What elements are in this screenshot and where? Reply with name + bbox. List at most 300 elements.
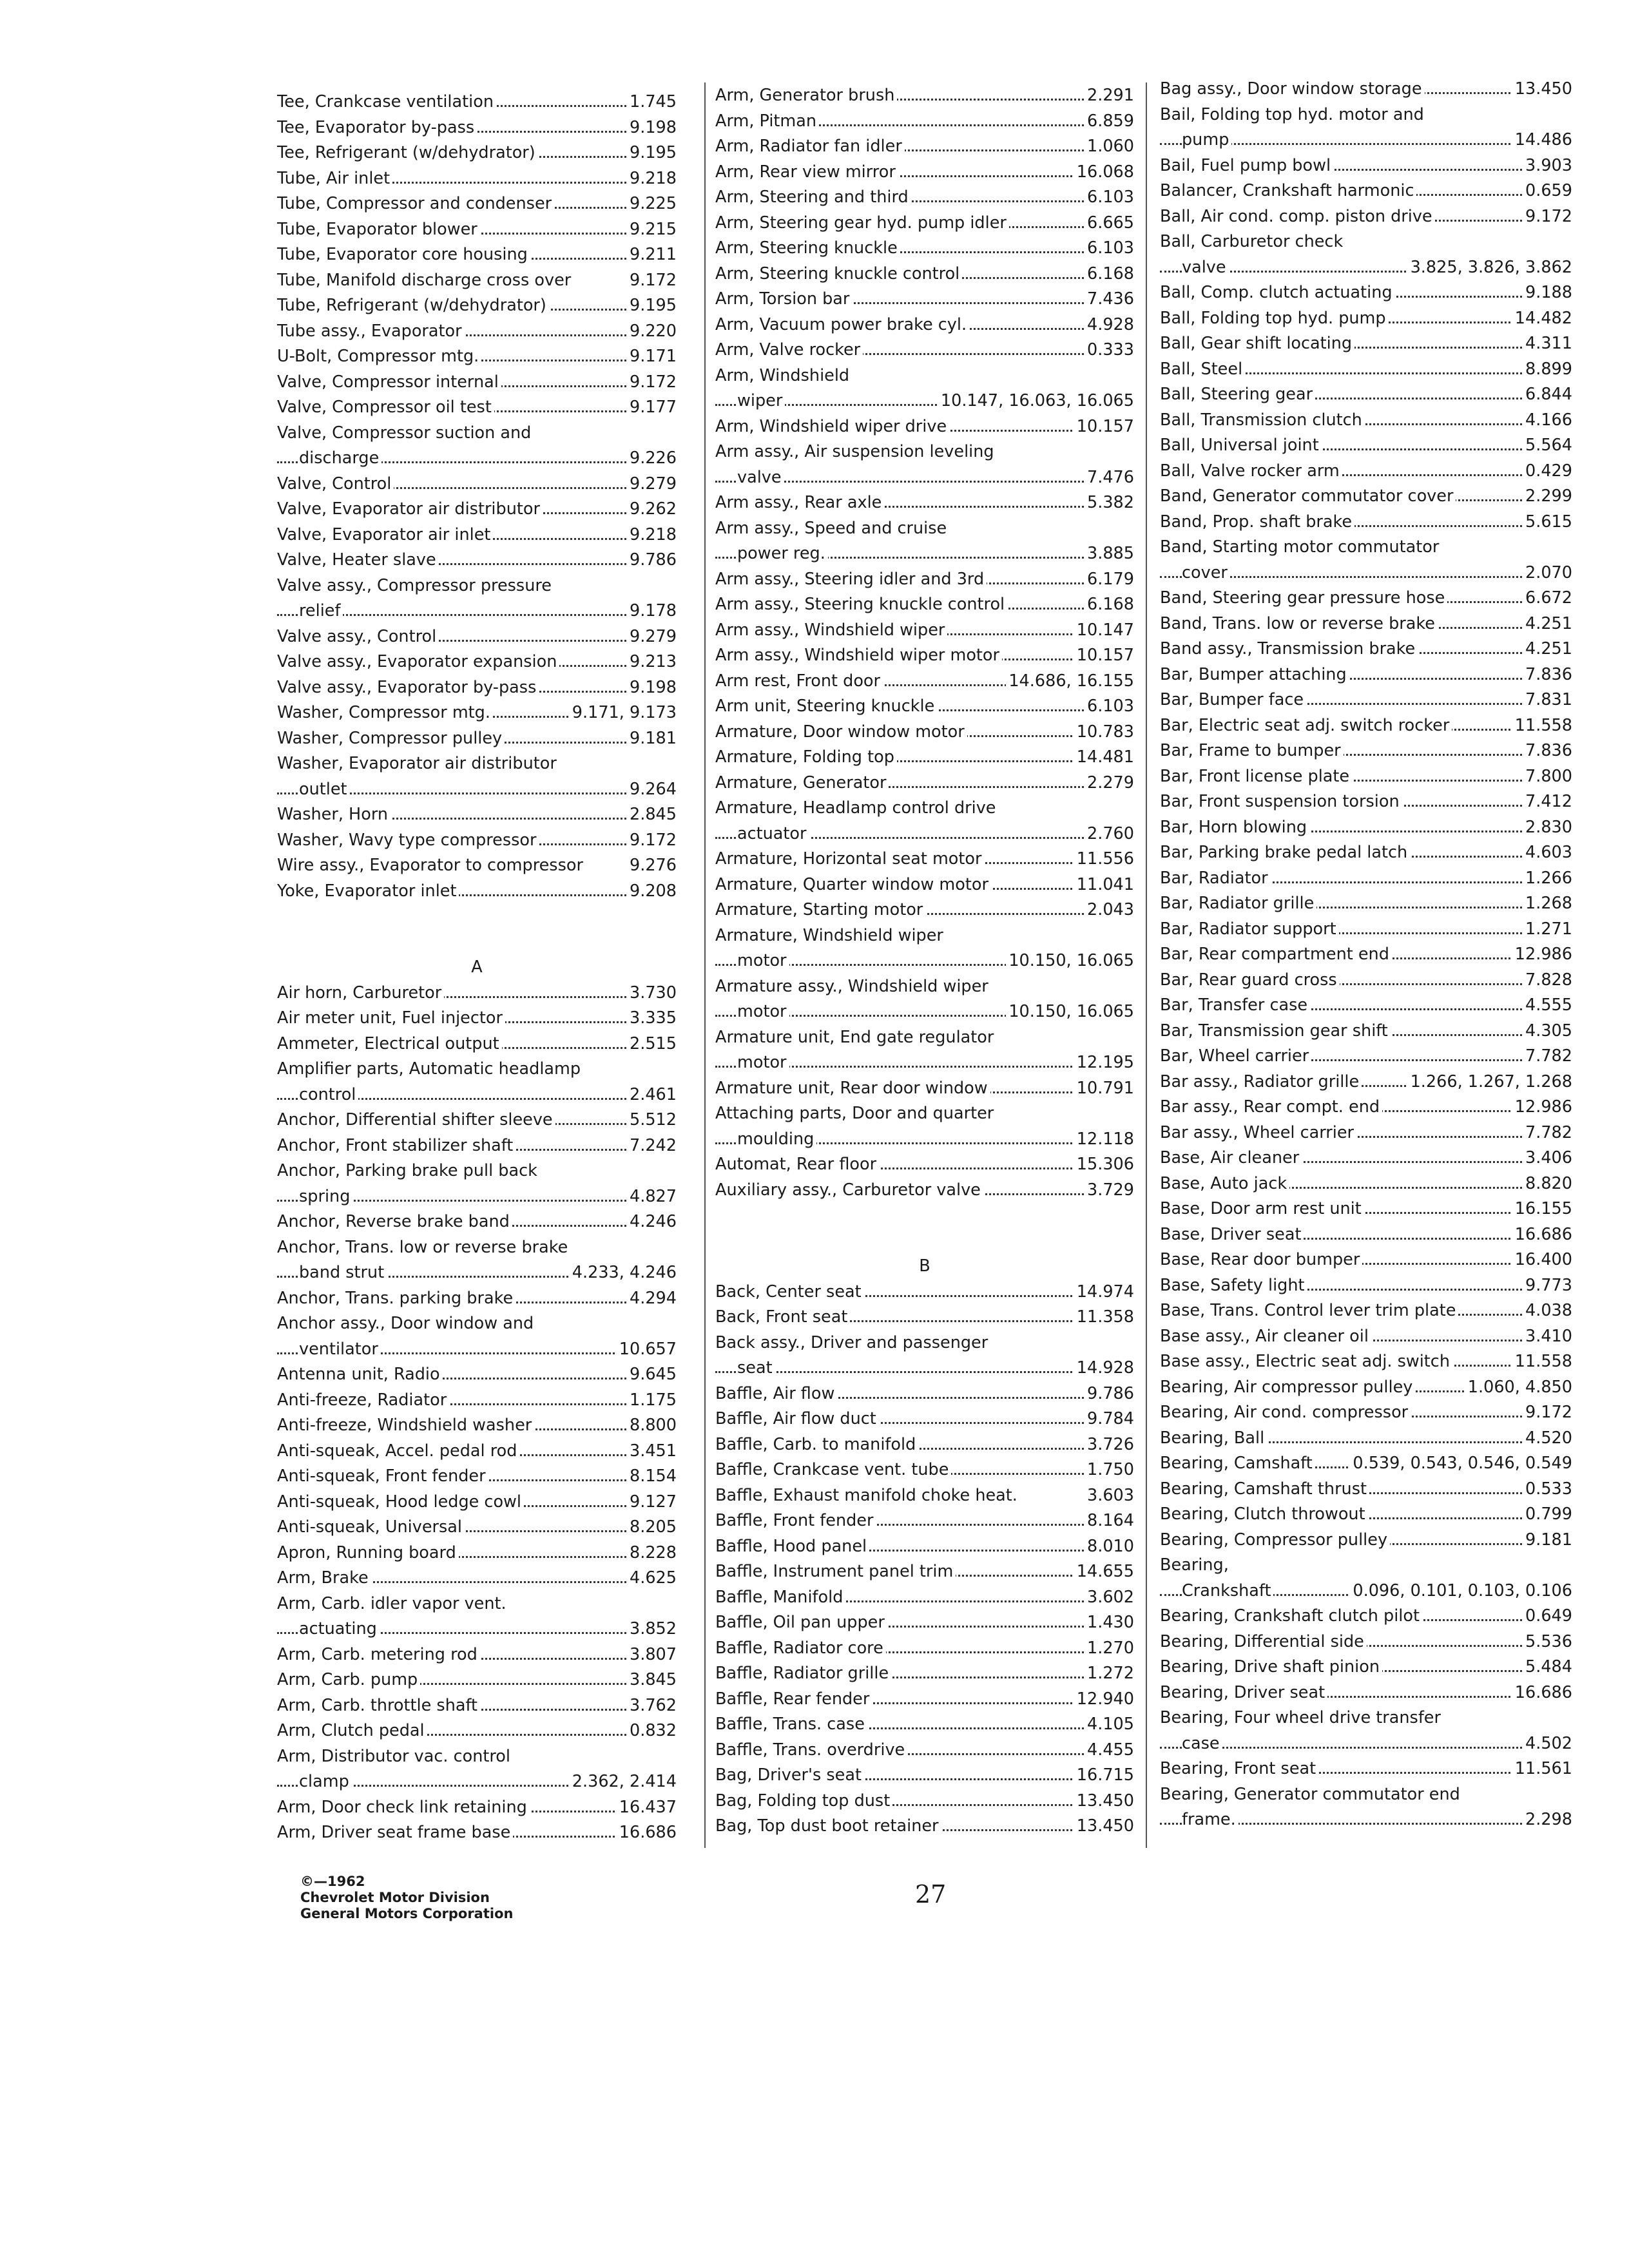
- entry-term: Base, Safety light: [1160, 1274, 1307, 1297]
- entry-term: Baffle, Oil pan upper: [715, 1611, 887, 1634]
- index-entry: [715, 669, 1134, 693]
- index-entry: [1160, 1044, 1572, 1068]
- index-entry: [1160, 408, 1572, 432]
- entry-page-ref: 9.211: [627, 243, 677, 266]
- entry-page-ref: 11.561: [1512, 1757, 1572, 1780]
- index-entry: [1160, 1070, 1572, 1093]
- index-entry: [715, 1763, 1134, 1787]
- entry-term: Arm assy., Windshield wiper motor: [715, 644, 1002, 667]
- index-entry: [277, 294, 677, 317]
- entry-term: Ball, Air cond. comp. piston drive: [1160, 205, 1435, 228]
- entry-page-ref: 9.198: [627, 676, 677, 699]
- entry-page-ref: 15.306: [1074, 1153, 1134, 1176]
- spacer: [715, 1204, 1134, 1227]
- index-entry: [715, 313, 1134, 336]
- index-entry: [715, 186, 1134, 209]
- entry-term: Arm, Carb. throttle shaft: [277, 1694, 480, 1717]
- section-letter: [277, 956, 677, 979]
- entry-page-ref: 2.515: [627, 1032, 677, 1055]
- entry-term: Armature unit, End gate regulator: [715, 1026, 996, 1049]
- entry-page-ref: 5.564: [1523, 434, 1572, 457]
- entry-page-ref: 0.659: [1523, 179, 1572, 202]
- entry-term: Tube, Manifold discharge cross over: [277, 269, 574, 292]
- entry-page-ref: 9.279: [627, 472, 677, 495]
- entry-page-ref: 4.603: [1523, 841, 1572, 864]
- entry-page-ref: 0.096, 0.101, 0.103, 0.106: [1350, 1579, 1572, 1602]
- entry-term: Armature, Windshield wiper: [715, 924, 946, 947]
- index-entry: [1160, 561, 1572, 584]
- entry-page-ref: 14.974: [1074, 1280, 1134, 1303]
- entry-term: Baffle, Trans. case: [715, 1713, 867, 1736]
- entry-term: Bearing, Differential side: [1160, 1630, 1367, 1653]
- entry-page-ref: 4.311: [1523, 332, 1572, 355]
- entry-page-ref: 9.213: [627, 650, 677, 673]
- index-entry-continued: [1160, 535, 1572, 559]
- index-entry: [277, 650, 677, 673]
- entry-term: Armature, Folding top: [715, 745, 897, 769]
- index-entry: [715, 771, 1134, 794]
- entry-term: Arm, Distributor vac. control: [277, 1745, 513, 1768]
- index-entry: [1160, 256, 1572, 279]
- index-entry: [715, 1687, 1134, 1711]
- entry-page-ref: 13.450: [1512, 77, 1572, 101]
- entry-page-ref: 6.103: [1084, 186, 1134, 209]
- entry-page-ref: 1.175: [627, 1389, 677, 1412]
- entry-term: Washer, Compressor pulley: [277, 727, 505, 750]
- entry-term: Anti-freeze, Radiator: [277, 1389, 449, 1412]
- entry-term: Tee, Evaporator by-pass: [277, 116, 477, 139]
- entry-page-ref: 11.041: [1074, 873, 1134, 896]
- entry-term: Baffle, Rear fender: [715, 1687, 872, 1711]
- index-entry-continued: [277, 1312, 677, 1335]
- entry-page-ref: 16.686: [1512, 1223, 1572, 1246]
- entry-page-ref: 2.461: [627, 1083, 677, 1106]
- entry-term: Washer, Evaporator air distributor: [277, 752, 559, 775]
- entry-term: clamp: [299, 1770, 352, 1793]
- entry-term: Valve, Evaporator air distributor: [277, 497, 543, 521]
- entry-page-ref: 6.665: [1084, 211, 1134, 235]
- entry-term: Base assy., Electric seat adj. switch: [1160, 1350, 1452, 1373]
- index-entry: [1160, 994, 1572, 1017]
- entry-term: Back assy., Driver and passenger: [715, 1331, 990, 1354]
- entry-term: Bearing, Air cond. compressor: [1160, 1401, 1411, 1424]
- entry-term: Anti-freeze, Windshield washer: [277, 1414, 534, 1437]
- index-entry: [277, 625, 677, 648]
- index-entry: [715, 1560, 1134, 1583]
- entry-page-ref: 8.820: [1523, 1172, 1572, 1195]
- entry-term: Air horn, Carburetor: [277, 981, 444, 1004]
- entry-page-ref: 9.171: [627, 345, 677, 368]
- entry-term: Bar assy., Rear compt. end: [1160, 1095, 1382, 1119]
- entry-page-ref: 6.179: [1084, 568, 1134, 591]
- entry-term: Baffle, Trans. overdrive: [715, 1738, 907, 1762]
- entry-term: Base, Rear door bumper: [1160, 1248, 1362, 1271]
- entry-page-ref: 6.168: [1084, 593, 1134, 616]
- entry-term: Bearing, Camshaft: [1160, 1452, 1315, 1475]
- entry-page-ref: 9.178: [627, 599, 677, 622]
- entry-term: seat: [737, 1356, 775, 1379]
- copyright-footer: [300, 1874, 513, 1922]
- entry-page-ref: 2.291: [1084, 84, 1134, 107]
- entry-page-ref: 9.786: [627, 548, 677, 572]
- entry-term: Bar, Parking brake pedal latch: [1160, 841, 1410, 864]
- spacer: [277, 930, 677, 954]
- index-entry: [277, 1389, 677, 1412]
- entry-term: Bar assy., Wheel carrier: [1160, 1121, 1356, 1144]
- index-entry-continued: [1160, 230, 1572, 253]
- index-entry-continued: [715, 517, 1134, 540]
- index-entry: [277, 1287, 677, 1310]
- entry-page-ref: 9.172: [627, 829, 677, 852]
- index-entry: [715, 619, 1134, 642]
- entry-term: Ball, Gear shift locating: [1160, 332, 1354, 355]
- entry-term: Bar, Bumper face: [1160, 688, 1306, 711]
- entry-term: Band, Starting motor commutator: [1160, 535, 1441, 559]
- entry-page-ref: 0.429: [1523, 459, 1572, 483]
- entry-page-ref: 9.218: [627, 167, 677, 190]
- entry-term: Base assy., Air cleaner oil: [1160, 1325, 1371, 1348]
- index-entry: [1160, 892, 1572, 915]
- entry-term: Baffle, Front fender: [715, 1509, 876, 1532]
- index-entry: [277, 1719, 677, 1742]
- index-entry: [277, 1541, 677, 1564]
- entry-page-ref: 11.558: [1512, 714, 1572, 737]
- index-entry: [1160, 1808, 1572, 1831]
- entry-term: Bar, Horn blowing: [1160, 816, 1309, 839]
- index-entry: [715, 211, 1134, 235]
- entry-term: Arm, Windshield: [715, 364, 852, 387]
- entry-term: Bag, Driver's seat: [715, 1763, 864, 1787]
- index-entry: [277, 1108, 677, 1131]
- entry-page-ref: 3.845: [627, 1668, 677, 1691]
- entry-page-ref: 8.205: [627, 1515, 677, 1539]
- entry-term: Washer, Compressor mtg.: [277, 701, 493, 724]
- entry-page-ref: 6.168: [1084, 262, 1134, 285]
- index-entry: [1160, 1172, 1572, 1195]
- copyright-year: ©—1962: [300, 1874, 365, 1889]
- entry-page-ref: 0.649: [1523, 1604, 1572, 1628]
- entry-page-ref: 5.536: [1523, 1630, 1572, 1653]
- entry-page-ref: 9.215: [627, 218, 677, 241]
- index-entry: [1160, 918, 1572, 941]
- entry-page-ref: 1.272: [1084, 1662, 1134, 1685]
- index-entry: [1160, 943, 1572, 966]
- entry-term: Arm, Radiator fan idler: [715, 135, 905, 158]
- index-entry: [1160, 510, 1572, 533]
- index-entry: [277, 90, 677, 113]
- entry-page-ref: 8.010: [1084, 1535, 1134, 1558]
- entry-page-ref: 2.279: [1084, 771, 1134, 794]
- entry-page-ref: 9.262: [627, 497, 677, 521]
- index-entry: [1160, 1121, 1572, 1144]
- index-entry: [715, 389, 1134, 412]
- entry-term: Armature unit, Rear door window: [715, 1077, 990, 1100]
- entry-page-ref: 9.276: [627, 854, 677, 877]
- index-entry-continued: [715, 796, 1134, 820]
- index-entry: [277, 879, 677, 903]
- entry-term: Bag, Folding top dust: [715, 1789, 892, 1812]
- entry-page-ref: 9.208: [627, 879, 677, 903]
- entry-term: Anti-squeak, Universal: [277, 1515, 465, 1539]
- entry-page-ref: 16.715: [1074, 1763, 1134, 1787]
- entry-term: motor: [737, 1051, 789, 1074]
- index-entry: [715, 1051, 1134, 1074]
- index-entry: [1160, 1655, 1572, 1678]
- entry-term: Balancer, Crankshaft harmonic: [1160, 179, 1416, 202]
- index-entry: [1160, 1223, 1572, 1246]
- index-entry: [1160, 968, 1572, 992]
- entry-page-ref: 9.177: [627, 396, 677, 419]
- entry-term: Anti-squeak, Hood ledge cowl: [277, 1490, 524, 1514]
- entry-page-ref: 16.400: [1512, 1248, 1572, 1271]
- entry-term: Bearing, Ball: [1160, 1427, 1267, 1450]
- entry-page-ref: 3.406: [1523, 1146, 1572, 1169]
- entry-page-ref: 11.358: [1074, 1305, 1134, 1329]
- entry-page-ref: 9.172: [627, 370, 677, 394]
- index-entry-continued: [277, 421, 677, 445]
- entry-term: motor: [737, 1000, 789, 1023]
- entry-term: Armature, Horizontal seat motor: [715, 847, 984, 870]
- index-entry: [715, 720, 1134, 744]
- index-entry: [1160, 1350, 1572, 1373]
- index-entry: [277, 370, 677, 394]
- index-entry: [277, 1490, 677, 1514]
- entry-term: Arm assy., Steering knuckle control: [715, 593, 1007, 616]
- index-entry: [277, 803, 677, 826]
- index-entry: [277, 1185, 677, 1208]
- entry-term: Arm, Steering and third: [715, 186, 911, 209]
- entry-page-ref: 10.157: [1074, 415, 1134, 438]
- entry-page-ref: 7.831: [1523, 688, 1572, 711]
- entry-term: Band assy., Transmission brake: [1160, 637, 1418, 660]
- entry-term: actuating: [299, 1617, 380, 1640]
- entry-page-ref: 3.730: [627, 981, 677, 1004]
- entry-page-ref: 11.556: [1074, 847, 1134, 870]
- entry-term: Back, Front seat: [715, 1305, 850, 1329]
- entry-term: pump: [1182, 128, 1231, 151]
- entry-term: Armature, Quarter window motor: [715, 873, 991, 896]
- index-entry: [715, 1814, 1134, 1838]
- index-entry: [715, 1356, 1134, 1379]
- entry-page-ref: 16.686: [617, 1821, 677, 1844]
- entry-term: Ball, Comp. clutch actuating: [1160, 281, 1395, 304]
- index-entry: [277, 1796, 677, 1819]
- entry-term: Bearing,: [1160, 1553, 1231, 1577]
- entry-term: Attaching parts, Door and quarter: [715, 1102, 996, 1125]
- entry-term: Arm, Steering knuckle control: [715, 262, 962, 285]
- entry-term: Valve, Compressor internal: [277, 370, 501, 394]
- index-entry: [1160, 739, 1572, 762]
- entry-page-ref: 4.928: [1084, 313, 1134, 336]
- entry-term: Arm, Door check link retaining: [277, 1796, 530, 1819]
- entry-page-ref: 16.068: [1074, 160, 1134, 184]
- index-entry: [715, 84, 1134, 107]
- index-entry: [715, 1484, 1134, 1507]
- entry-page-ref: 3.807: [627, 1643, 677, 1666]
- index-entry: [715, 1153, 1134, 1176]
- entry-page-ref: 1.268: [1523, 892, 1572, 915]
- index-entry-continued: [715, 440, 1134, 463]
- entry-term: band strut: [299, 1261, 387, 1284]
- entry-page-ref: 9.172: [627, 269, 677, 292]
- index-entry-continued: [1160, 1553, 1572, 1577]
- entry-term: Bearing, Clutch throwout: [1160, 1503, 1368, 1526]
- index-entry: [1160, 1528, 1572, 1552]
- index-entry-continued: [277, 1236, 677, 1259]
- entry-term: Bar, Rear compartment end: [1160, 943, 1392, 966]
- entry-page-ref: 4.233, 4.246: [570, 1261, 677, 1284]
- entry-page-ref: 3.852: [627, 1617, 677, 1640]
- entry-page-ref: 9.784: [1084, 1407, 1134, 1430]
- entry-page-ref: 10.150, 16.065: [1006, 949, 1134, 972]
- entry-page-ref: 13.450: [1074, 1814, 1134, 1838]
- entry-page-ref: 7.800: [1523, 765, 1572, 788]
- index-entry: [1160, 637, 1572, 660]
- entry-term: Baffle, Hood panel: [715, 1535, 869, 1558]
- entry-page-ref: 3.825, 3.826, 3.862: [1408, 256, 1572, 279]
- index-entry: [1160, 1503, 1572, 1526]
- entry-term: Bail, Folding top hyd. motor and: [1160, 103, 1427, 126]
- entry-term: Valve assy., Control: [277, 625, 439, 648]
- index-entry: [715, 949, 1134, 972]
- entry-term: Bearing, Air compressor pulley: [1160, 1376, 1415, 1399]
- entry-term: Antenna unit, Radio: [277, 1363, 443, 1386]
- entry-page-ref: 4.502: [1523, 1732, 1572, 1755]
- entry-page-ref: 4.105: [1084, 1713, 1134, 1736]
- index-entry: [277, 1363, 677, 1386]
- entry-page-ref: 3.762: [627, 1694, 677, 1717]
- entry-term: Arm, Carb. pump: [277, 1668, 420, 1691]
- entry-term: Bar, Front license plate: [1160, 765, 1352, 788]
- index-entry: [715, 898, 1134, 921]
- entry-page-ref: 9.195: [627, 141, 677, 164]
- index-entry: [715, 1305, 1134, 1329]
- entry-page-ref: 10.791: [1074, 1077, 1134, 1100]
- entry-page-ref: 10.657: [617, 1338, 677, 1361]
- entry-page-ref: 4.251: [1523, 637, 1572, 660]
- index-entry: [715, 491, 1134, 514]
- entry-page-ref: 14.481: [1074, 745, 1134, 769]
- entry-page-ref: 0.533: [1523, 1477, 1572, 1501]
- index-entry-continued: [715, 1026, 1134, 1049]
- entry-page-ref: 7.836: [1523, 739, 1572, 762]
- index-entry: [1160, 1757, 1572, 1780]
- index-entry: [277, 1465, 677, 1488]
- index-entry-continued: [277, 1057, 677, 1081]
- index-entry: [277, 854, 677, 877]
- entry-page-ref: 1.266, 1.267, 1.268: [1408, 1070, 1572, 1093]
- index-entry: [1160, 434, 1572, 457]
- entry-term: outlet: [299, 778, 350, 801]
- entry-term: Ball, Universal joint: [1160, 434, 1322, 457]
- index-entry-continued: [715, 1102, 1134, 1125]
- entry-term: Arm, Pitman: [715, 110, 819, 133]
- index-entry: [715, 338, 1134, 361]
- index-entry: [1160, 1197, 1572, 1220]
- entry-term: Arm, Steering gear hyd. pump idler: [715, 211, 1009, 235]
- entry-term: Bar, Front suspension torsion: [1160, 790, 1402, 813]
- entry-term: Bearing, Compressor pulley: [1160, 1528, 1390, 1552]
- index-entry: [277, 1643, 677, 1666]
- index-entry: [277, 320, 677, 343]
- index-entry: [715, 1433, 1134, 1456]
- entry-page-ref: 10.157: [1074, 644, 1134, 667]
- entry-page-ref: 8.800: [627, 1414, 677, 1437]
- entry-page-ref: 6.103: [1084, 695, 1134, 718]
- entry-page-ref: 4.294: [627, 1287, 677, 1310]
- entry-term: U-Bolt, Compressor mtg.: [277, 345, 481, 368]
- entry-term: Arm assy., Steering idler and 3rd: [715, 568, 987, 591]
- entry-term: Arm, Rear view mirror: [715, 160, 898, 184]
- entry-term: Bearing, Front seat: [1160, 1757, 1318, 1780]
- index-entry: [277, 141, 677, 164]
- index-entry: [1160, 1376, 1572, 1399]
- entry-term: Armature, Door window motor: [715, 720, 967, 744]
- entry-term: Bar, Radiator grille: [1160, 892, 1316, 915]
- index-entry: [715, 745, 1134, 769]
- entry-term: Bar, Radiator: [1160, 867, 1271, 890]
- entry-page-ref: 4.251: [1523, 612, 1572, 635]
- entry-term: Band, Trans. low or reverse brake: [1160, 612, 1438, 635]
- leader-dots: [715, 1371, 1134, 1373]
- index-entry: [715, 1611, 1134, 1634]
- entry-page-ref: 0.333: [1084, 338, 1134, 361]
- entry-term: Baffle, Exhaust manifold choke heat.: [715, 1484, 1020, 1507]
- index-entry: [1160, 77, 1572, 101]
- entry-term: Ball, Steering gear: [1160, 383, 1315, 406]
- index-entry: [1160, 1427, 1572, 1450]
- entry-page-ref: 1.745: [627, 90, 677, 113]
- index-entry: [1160, 1248, 1572, 1271]
- index-entry: [277, 497, 677, 521]
- index-entry-continued: [715, 975, 1134, 998]
- entry-term: Base, Door arm rest unit: [1160, 1197, 1364, 1220]
- index-entry: [715, 1586, 1134, 1609]
- entry-term: Arm assy., Air suspension leveling: [715, 440, 997, 463]
- index-entry: [1160, 1732, 1572, 1755]
- entry-term: Arm, Generator brush: [715, 84, 897, 107]
- index-entry-continued: [715, 364, 1134, 387]
- index-entry: [1160, 1452, 1572, 1475]
- index-entry: [715, 1713, 1134, 1736]
- entry-page-ref: 14.486: [1512, 128, 1572, 151]
- index-entry-continued: [277, 1745, 677, 1768]
- index-entry: [277, 396, 677, 419]
- entry-term: Air meter unit, Fuel injector: [277, 1006, 505, 1030]
- index-entry: [715, 287, 1134, 311]
- entry-page-ref: 6.844: [1523, 383, 1572, 406]
- index-entry: [277, 1134, 677, 1157]
- entry-page-ref: 8.154: [627, 1465, 677, 1488]
- entry-page-ref: 2.298: [1523, 1808, 1572, 1831]
- entry-term: Arm, Carb. metering rod: [277, 1643, 480, 1666]
- index-entry: [715, 1509, 1134, 1532]
- index-entry: [277, 243, 677, 266]
- index-entry: [715, 873, 1134, 896]
- index-entry: [277, 1261, 677, 1284]
- index-entry: [277, 1083, 677, 1106]
- entry-page-ref: 2.362, 2.414: [570, 1770, 677, 1793]
- entry-term: Baffle, Instrument panel trim: [715, 1560, 956, 1583]
- entry-term: Anchor, Parking brake pull back: [277, 1159, 540, 1182]
- index-entry: [715, 466, 1134, 489]
- entry-term: Apron, Running board: [277, 1541, 459, 1564]
- entry-term: Armature, Generator: [715, 771, 889, 794]
- index-entry: [277, 599, 677, 622]
- entry-page-ref: 9.786: [1084, 1382, 1134, 1405]
- entry-term: Valve, Control: [277, 472, 394, 495]
- entry-page-ref: 9.188: [1523, 281, 1572, 304]
